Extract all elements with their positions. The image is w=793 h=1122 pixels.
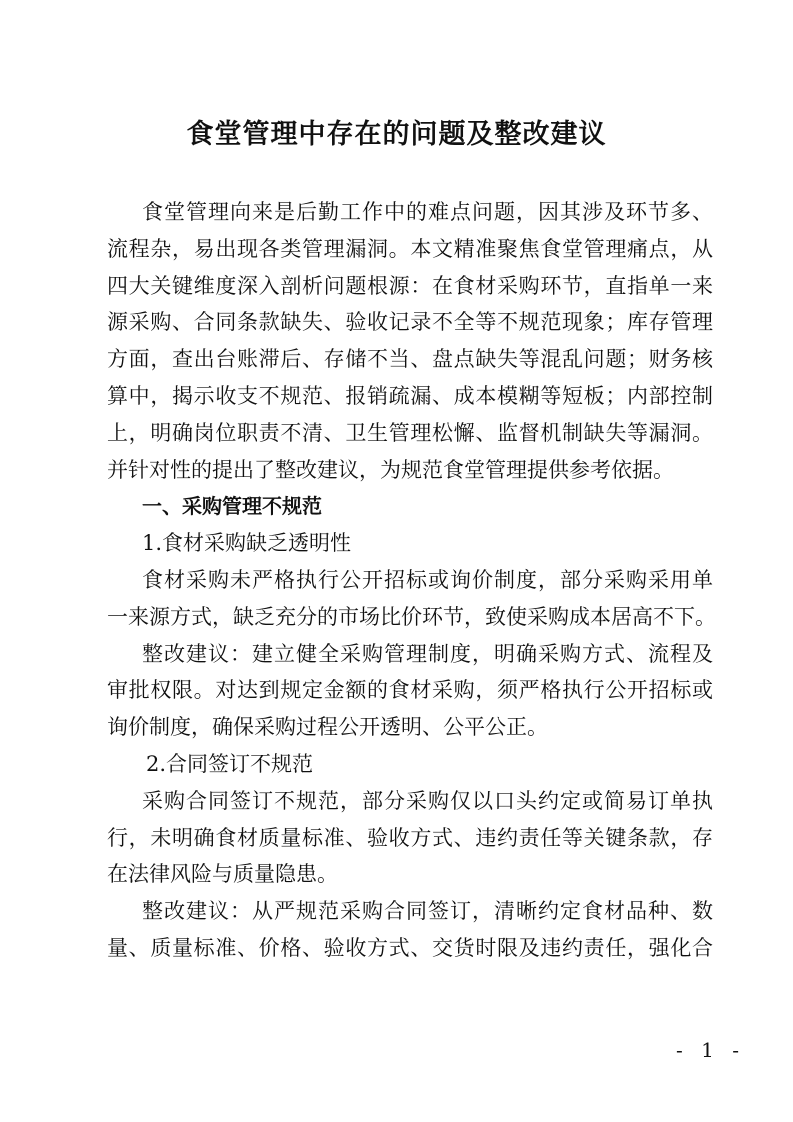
subsection-heading: 2.合同签订不规范: [146, 751, 314, 776]
text-line: 四大关键维度深入剖析问题根源：在食材采购环节，直指单一来: [107, 273, 713, 298]
text-line: 行，未明确食材质量标准、验收方式、违约责任等关键条款，存: [107, 825, 713, 850]
text-line: 一来源方式，缺乏充分的市场比价环节，致使采购成本居高不下。: [107, 604, 716, 629]
text-line: 方面，查出台账滞后、存储不当、盘点缺失等混乱问题；财务核: [107, 347, 713, 372]
text-line: 算中，揭示收支不规范、报销疏漏、成本模糊等短板；内部控制: [107, 383, 713, 408]
text-line: 食材采购未严格执行公开招标或询价制度，部分采购采用单: [142, 567, 713, 592]
suggestion-paragraph: [107, 636, 713, 746]
text-line: 整改建议：建立健全采购管理制度，明确采购方式、流程及: [142, 641, 713, 666]
intro-paragraph: [107, 194, 713, 488]
problem-paragraph: [107, 783, 713, 893]
subsection-heading: 1.食材采购缺乏透明性: [142, 531, 352, 556]
text-line: 询价制度，确保采购过程公开透明、公平公正。: [107, 715, 548, 740]
text-line: 采购合同签订不规范，部分采购仅以口头约定或简易订单执: [142, 788, 713, 813]
text-line: 上，明确岗位职责不清、卫生管理松懈、监督机制缺失等漏洞。: [107, 420, 713, 445]
text-line: 并针对性的提出了整改建议，为规范食堂管理提供参考依据。: [107, 457, 674, 482]
text-line: 流程杂，易出现各类管理漏洞。本文精准聚焦食堂管理痛点，从: [107, 236, 713, 261]
text-line: 量、质量标准、价格、验收方式、交货时限及违约责任，强化合: [107, 935, 713, 960]
problem-paragraph: [107, 562, 716, 636]
suggestion-paragraph: [107, 893, 713, 967]
text-line: 审批权限。对达到规定金额的食材采购，须严格执行公开招标或: [107, 678, 713, 703]
text-line: 在法律风险与质量隐患。: [107, 862, 338, 887]
text-line: 整改建议：从严规范采购合同签订，清晰约定食材品种、数: [142, 899, 713, 924]
text-line: 源采购、合同条款缺失、验收记录不全等不规范现象；库存管理: [107, 310, 713, 335]
document-body: [107, 194, 716, 967]
document-title: 食堂管理中存在的问题及整改建议: [186, 119, 607, 150]
section-heading: 一、采购管理不规范: [142, 494, 322, 519]
page-number: - 1 -: [676, 1038, 745, 1062]
text-line: 食堂管理向来是后勤工作中的难点问题，因其涉及环节多、: [142, 200, 713, 224]
